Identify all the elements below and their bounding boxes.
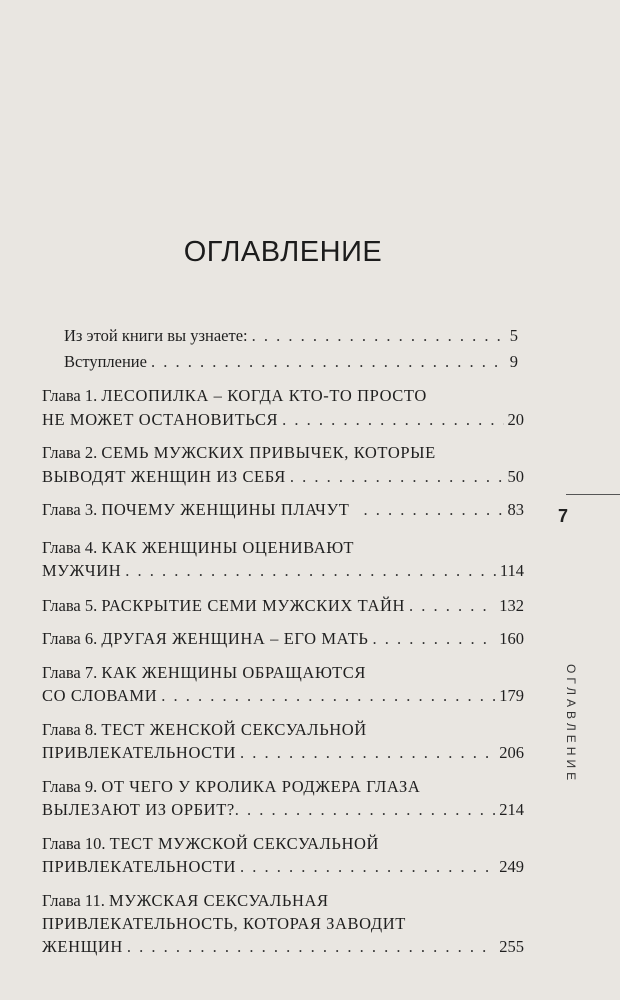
dot-leader xyxy=(235,800,495,820)
margin-rule xyxy=(566,494,620,495)
chapter-title-line: ПОЧЕМУ ЖЕНЩИНЫ ПЛАЧУТ xyxy=(101,500,350,519)
chapter-title-line: МУЖЧИН xyxy=(42,561,122,580)
toc-entry-page: 160 xyxy=(499,629,524,648)
toc-entry-line xyxy=(42,720,367,740)
dot-leader xyxy=(282,410,503,430)
toc-entry-chapter-4 xyxy=(42,561,524,581)
toc-entry-chapter-9 xyxy=(42,800,524,820)
toc-entry-line xyxy=(42,891,329,911)
toc-entry-line xyxy=(42,663,366,683)
chapter-title-line: СЕМЬ МУЖСКИХ ПРИВЫЧЕК, КОТОРЫЕ xyxy=(101,443,436,462)
dot-leader xyxy=(373,629,496,649)
chapter-prefix: Глава 3. xyxy=(42,500,98,519)
chapter-title-line: ЛЕСОПИЛКА – КОГДА КТО-ТО ПРОСТО xyxy=(101,386,427,405)
chapter-prefix: Глава 11. xyxy=(42,891,105,910)
page-number: 7 xyxy=(558,506,569,526)
chapter-title-line: СО СЛОВАМИ xyxy=(42,686,158,705)
toc-entry-page: 9 xyxy=(509,352,518,371)
toc-entry-page: 179 xyxy=(499,686,524,705)
toc-entry-line xyxy=(42,777,420,797)
chapter-title-line: ТЕСТ МУЖСКОЙ СЕКСУАЛЬНОЙ xyxy=(109,834,380,853)
toc-entry-page: 50 xyxy=(507,467,524,486)
dot-leader xyxy=(127,937,495,957)
chapter-title-line: ВЫВОДЯТ ЖЕНЩИН ИЗ СЕБЯ xyxy=(42,467,286,486)
toc-entry-chapter-5 xyxy=(42,596,524,616)
chapter-prefix: Глава 8. xyxy=(42,720,98,739)
toc-entry-label: Из этой книги вы узнаете: xyxy=(64,326,248,345)
chapter-prefix: Глава 2. xyxy=(42,443,98,462)
toc-entry-page: 214 xyxy=(499,800,524,819)
toc-entry-line xyxy=(42,443,436,463)
dot-leader xyxy=(161,686,495,706)
toc-entry-label: Вступление xyxy=(64,352,147,371)
toc-entry-page: 114 xyxy=(499,561,524,580)
page-title: ОГЛАВЛЕНИЕ xyxy=(183,236,383,268)
toc-entry-chapter-7 xyxy=(42,686,524,706)
dot-leader xyxy=(409,596,495,616)
toc-entry-page: 5 xyxy=(509,326,518,345)
toc-entry-chapter-6 xyxy=(42,629,524,649)
chapter-prefix: Глава 9. xyxy=(42,777,98,796)
toc-entry-page: 132 xyxy=(499,596,524,615)
dot-leader xyxy=(125,561,496,581)
toc-entry-intro xyxy=(64,326,518,346)
toc-entry-line xyxy=(42,538,354,558)
chapter-title-line: ПРИВЛЕКАТЕЛЬНОСТИ xyxy=(42,857,236,876)
toc-entry-chapter-11 xyxy=(42,937,524,957)
chapter-title-line: ДРУГАЯ ЖЕНЩИНА – ЕГО МАТЬ xyxy=(101,629,369,648)
chapter-prefix: Глава 4. xyxy=(42,538,98,557)
chapter-title-line: РАСКРЫТИЕ СЕМИ МУЖСКИХ ТАЙН xyxy=(101,596,406,615)
chapter-title-line: ЖЕНЩИН xyxy=(42,937,123,956)
dot-leader xyxy=(363,500,503,520)
toc-entry-page: 249 xyxy=(499,857,524,876)
chapter-title-line: КАК ЖЕНЩИНЫ ОБРАЩАЮТСЯ xyxy=(101,663,366,682)
chapter-prefix: Глава 1. xyxy=(42,386,98,405)
chapter-prefix: Глава 6. xyxy=(42,629,98,648)
toc-entry-chapter-1 xyxy=(42,410,524,430)
toc-entry-chapter-3 xyxy=(42,500,524,520)
chapter-prefix: Глава 5. xyxy=(42,596,98,615)
chapter-title-line: ПРИВЛЕКАТЕЛЬНОСТИ xyxy=(42,743,236,762)
chapter-title-line: КАК ЖЕНЩИНЫ ОЦЕНИВАЮТ xyxy=(101,538,355,557)
toc-entry-page: 20 xyxy=(507,410,524,429)
toc-entry-chapter-10 xyxy=(42,857,524,877)
chapter-title-line: ВЫЛЕЗАЮТ ИЗ ОРБИТ? xyxy=(42,800,235,819)
chapter-title-line: ТЕСТ ЖЕНСКОЙ СЕКСУАЛЬНОЙ xyxy=(101,720,367,739)
dot-leader xyxy=(240,857,495,877)
chapter-prefix: Глава 10. xyxy=(42,834,106,853)
chapter-title-line: МУЖСКАЯ СЕКСУАЛЬНАЯ xyxy=(109,891,329,910)
dot-leader xyxy=(151,352,506,372)
toc-entry-chapter-2 xyxy=(42,467,524,487)
chapter-title-line: ОТ ЧЕГО У КРОЛИКА РОДЖЕРА ГЛАЗА xyxy=(101,777,421,796)
dot-leader xyxy=(252,326,506,346)
dot-leader xyxy=(290,467,504,487)
toc-entry-line xyxy=(42,834,379,854)
chapter-title-line: НЕ МОЖЕТ ОСТАНОВИТЬСЯ xyxy=(42,410,279,429)
toc-entry-chapter-8 xyxy=(42,743,524,763)
chapter-title-line: ПРИВЛЕКАТЕЛЬНОСТЬ, КОТОРАЯ ЗАВОДИТ xyxy=(42,914,406,933)
running-head: ОГЛАВЛЕНИЕ xyxy=(564,664,578,785)
toc-entry-page: 83 xyxy=(507,500,524,519)
dot-leader xyxy=(240,743,495,763)
toc-entry-page: 206 xyxy=(499,743,524,762)
toc-entry-line xyxy=(42,386,427,406)
chapter-prefix: Глава 7. xyxy=(42,663,98,682)
toc-entry-page: 255 xyxy=(499,937,524,956)
toc-entry-preface xyxy=(64,352,518,372)
